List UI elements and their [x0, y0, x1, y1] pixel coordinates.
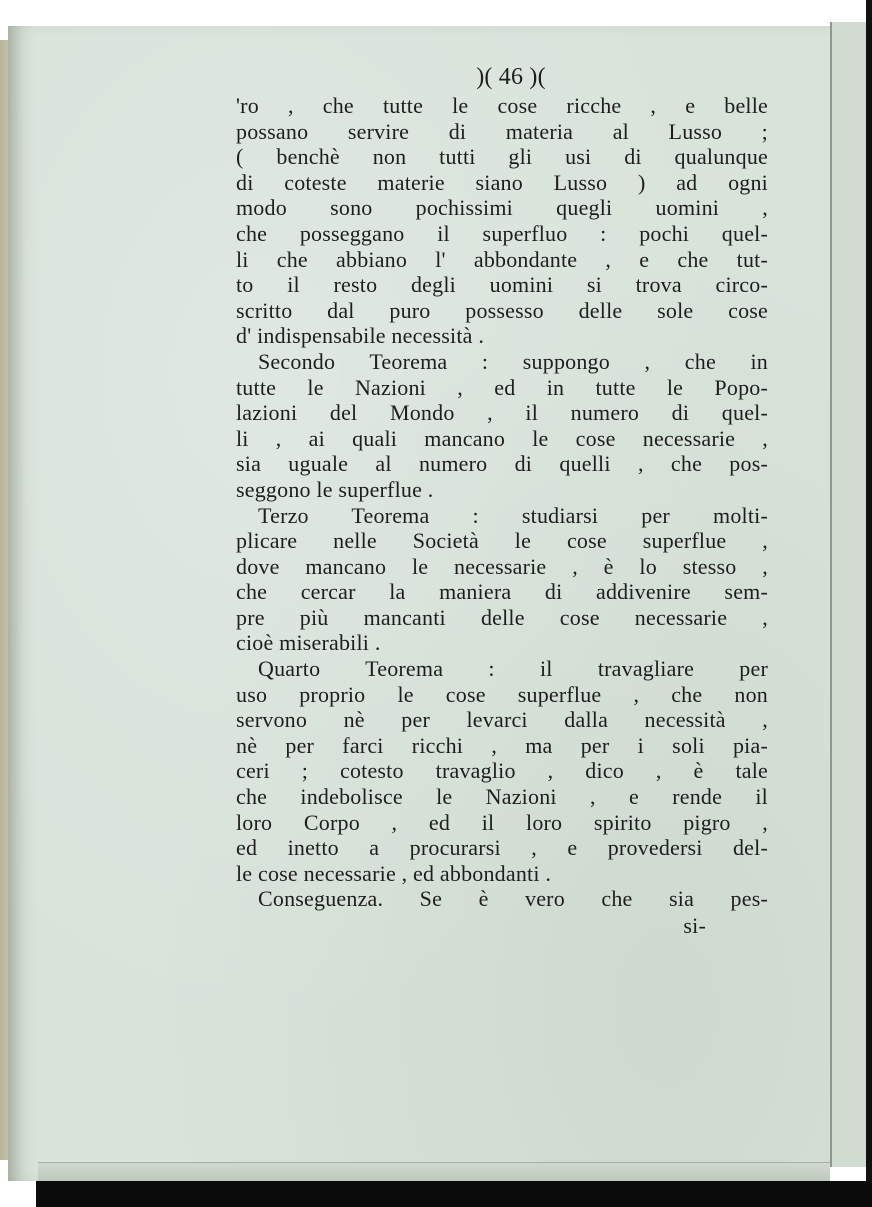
text-line: to il resto degli uomini si trova circo- [236, 272, 768, 298]
text-line: seggono le superflue . [236, 476, 434, 502]
page-bottom-fold [38, 1162, 830, 1181]
text-line: Terzo Teorema : studiarsi per molti- [258, 502, 768, 528]
text-line: li che abbiano l' abbondante , e che tut- [236, 246, 768, 272]
text-line: sia uguale al numero di quelli , che pos- [236, 451, 768, 477]
text-line: dove mancano le necessarie , è lo stesso , [236, 553, 768, 579]
text-line: che cercar la maniera di addivenire sem- [236, 579, 768, 605]
text-line: possano servire di materia al Lusso ; [236, 118, 768, 144]
text-line: li , ai quali mancano le cose necessarie , [236, 425, 768, 451]
text-line: 'ro , che tutte le cose ricche , e belle [236, 93, 768, 118]
text-line: che posseggano il superfluo : pochi quel- [236, 220, 768, 246]
text-line: ( benchè non tutti gli usi di qualunque [236, 144, 768, 170]
text-line: scritto dal puro possesso delle sole cose [236, 297, 768, 323]
text-line: Conseguenza. Se è vero che sia pes- [258, 886, 768, 912]
page-text [236, 62, 768, 940]
text-line: uso proprio le cose superflue , che non [236, 681, 768, 707]
text-line: d' indispensabile necessità . [236, 323, 485, 349]
text-line: tutte le Nazioni , ed in tutte le Popo- [236, 374, 768, 400]
text-line: plicare nelle Società le cose superflue , [236, 528, 768, 554]
text-line: lazioni del Mondo , il numero di quel- [236, 400, 768, 426]
text-line: di coteste materie siano Lusso ) ad ogni [236, 169, 768, 195]
text-line: ed inetto a procurarsi , e provedersi del- [236, 835, 768, 861]
text-line: Quarto Teorema : il travagliare per [258, 656, 768, 682]
text-line: nè per farci ricchi , ma per i soli pia- [236, 732, 768, 758]
text-line: loro Corpo , ed il loro spirito pigro , [236, 809, 768, 835]
text-line: modo sono pochissimi quegli uomini , [236, 195, 768, 221]
next-page-edge [830, 22, 868, 1167]
catchword: si- [683, 913, 706, 938]
text-line: che indebolisce le Nazioni , e rende il [236, 784, 768, 810]
scan-border-right [866, 0, 872, 1207]
text-line: servono nè per levarci dalla necessità , [236, 707, 768, 733]
scan-border-bottom [36, 1181, 872, 1207]
text-line: ceri ; cotesto travaglio , dico , è tale [236, 758, 768, 784]
text-line: Secondo Teorema : suppongo , che in [258, 348, 768, 374]
text-line: cioè miserabili . [236, 630, 381, 656]
text-line: le cose necessarie , ed abbondanti . [236, 860, 552, 886]
page-number: )( 46 )( [476, 64, 546, 90]
text-line: pre più mancanti delle cose necessarie , [236, 604, 768, 630]
